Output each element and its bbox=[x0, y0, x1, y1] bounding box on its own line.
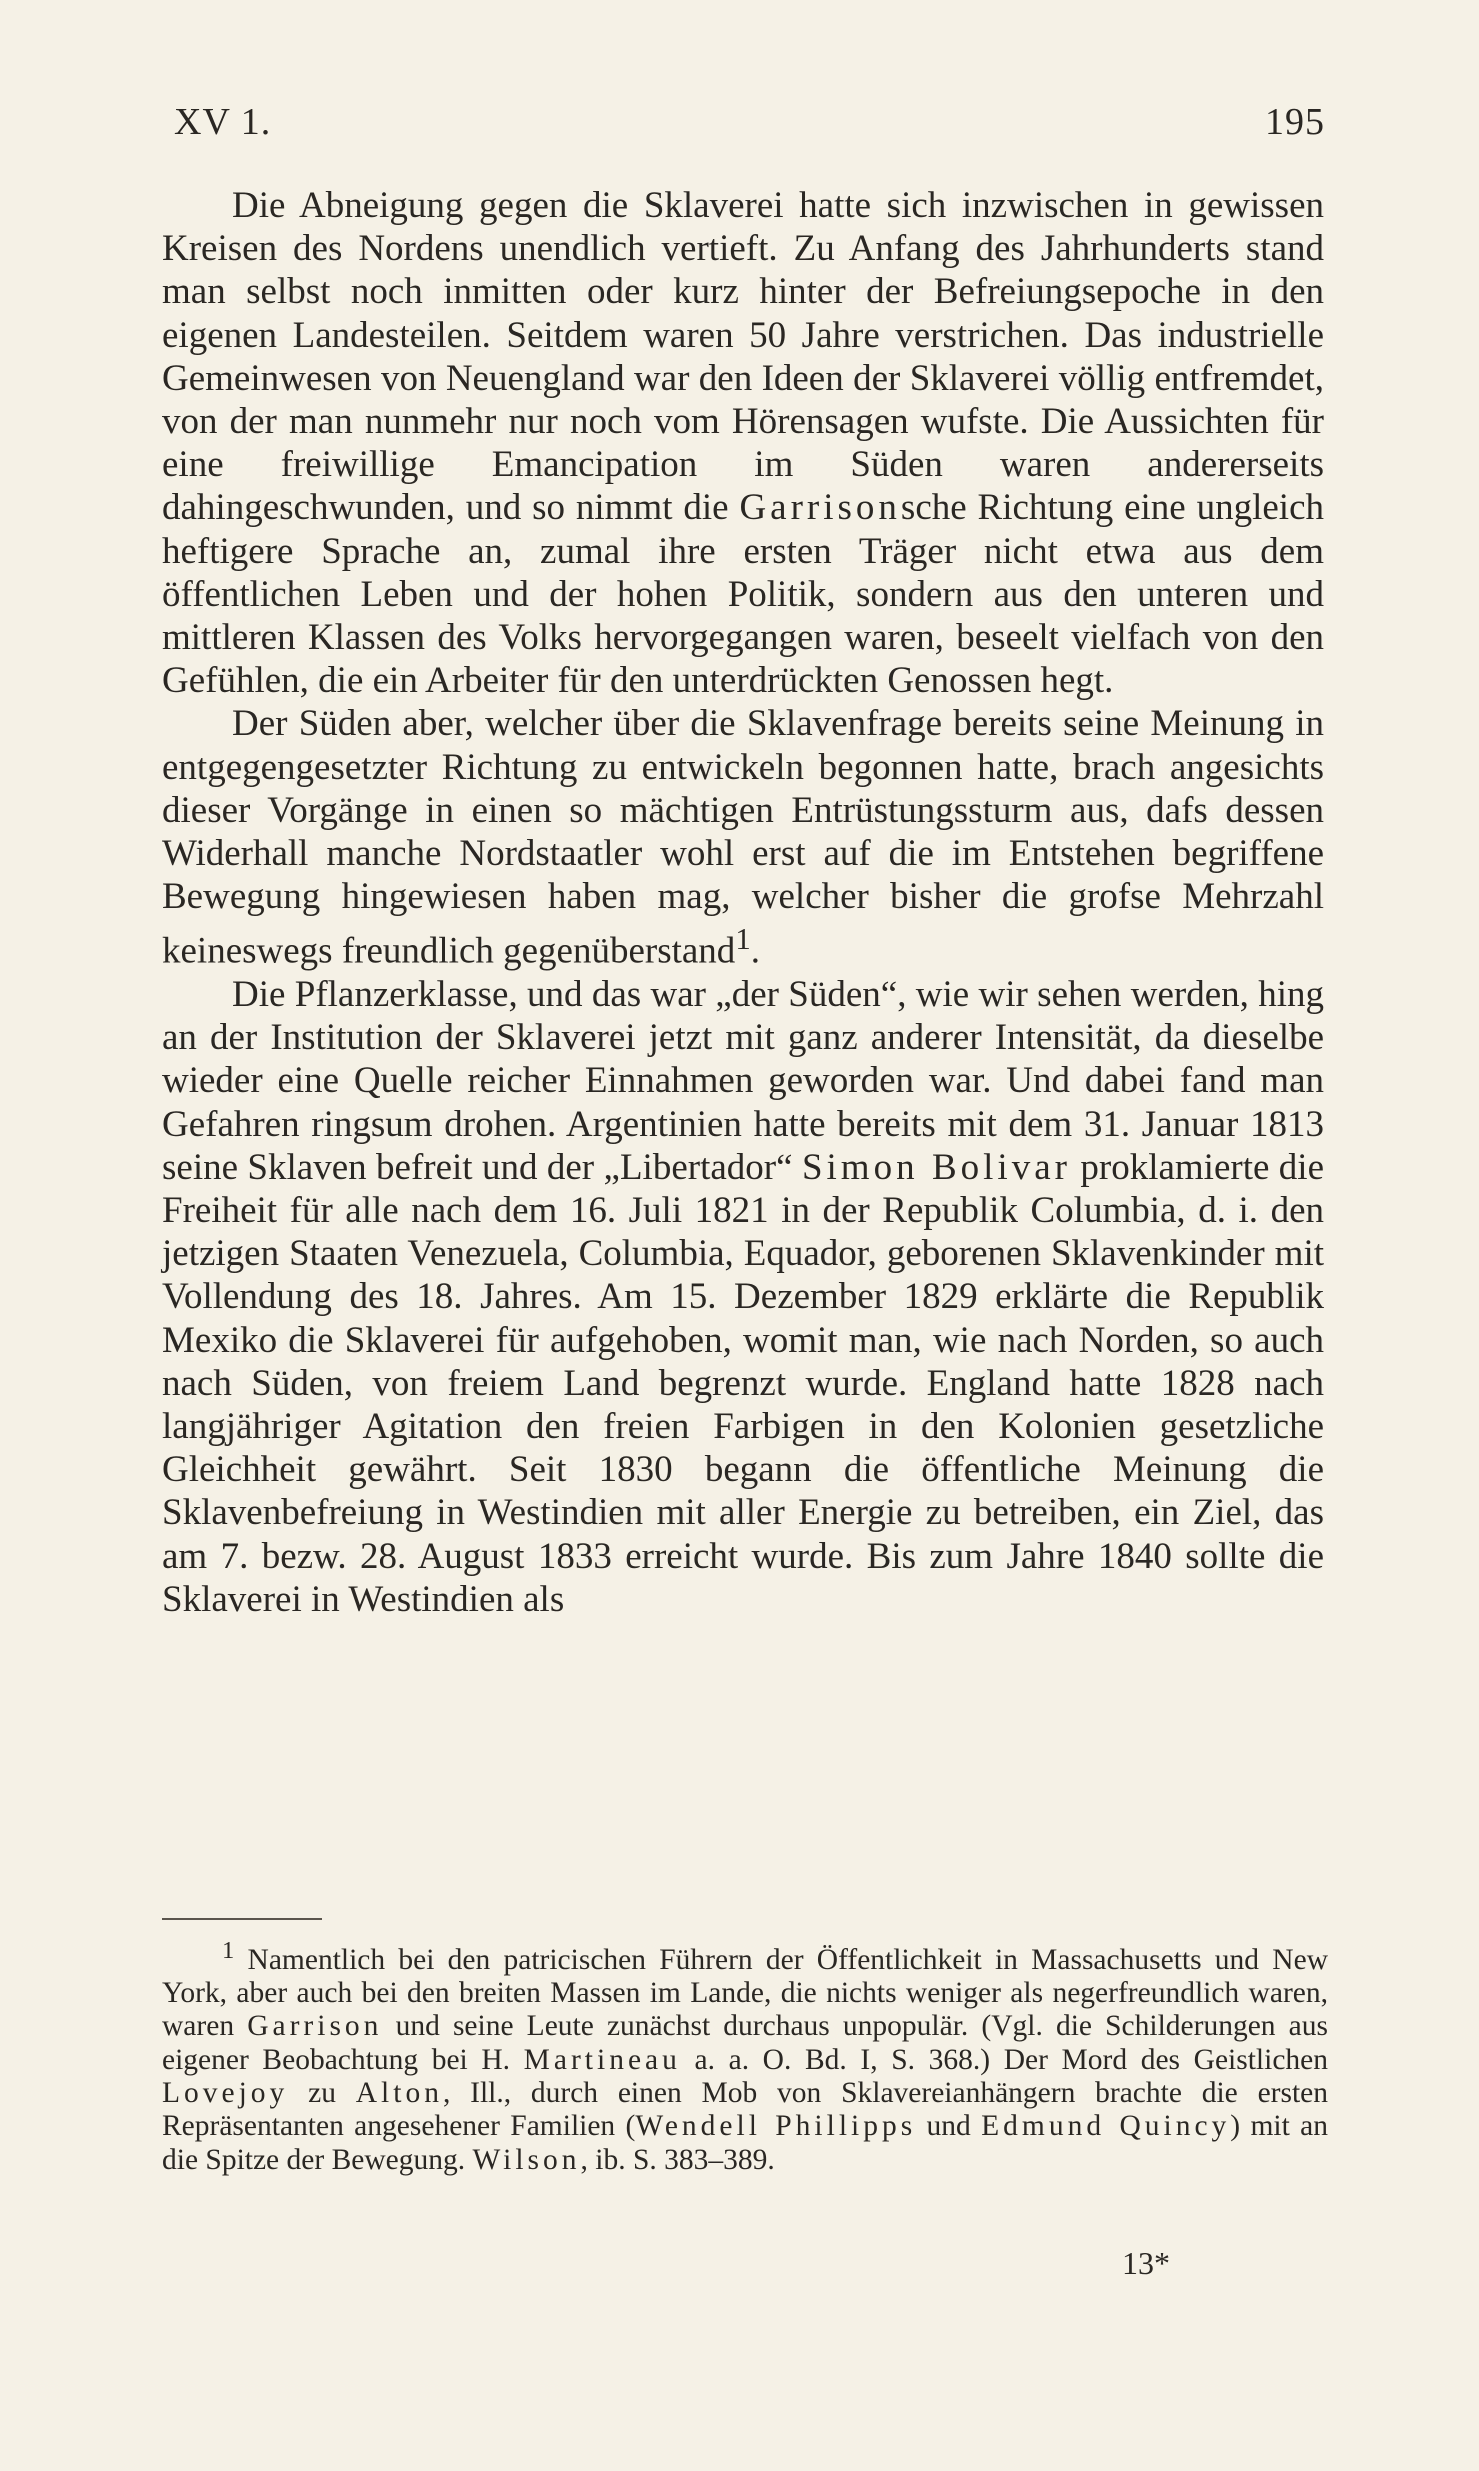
printer-signature: 13* bbox=[1122, 2245, 1170, 2281]
paragraph bbox=[162, 702, 1324, 973]
paragraph bbox=[162, 184, 1324, 702]
text-run: Die Pflanzerklasse, und das war „der Süden“, wie wir sehen werden, hing an der Institution der Sklaverei jetzt mit ganz anderer Intensität, da dieselbe wieder eine Quelle reicher Einnahmen geworden war. Und dabei fand man Gefahren ringsum drohen. Argentinien hatte bereits mit dem 31. Januar 1813 seine Sklaven befreit und der „Libertador“ bbox=[162, 973, 1324, 1188]
text-run: , ib. S. 383–389. bbox=[580, 2143, 775, 2176]
text-run: a. a. O. Bd. I, S. 368.) Der Mord des Geistlichen bbox=[680, 2043, 1329, 2076]
text-run: und bbox=[916, 2110, 982, 2143]
text-run: sche Richtung eine ungleich heftigere Sprache an, zumal ihre ersten Träger nicht etwa aus dem öffentlichen Leben und der hohen Politik, sondern aus den unteren und mittleren Klassen des Volks hervorgegangen waren, beseelt vielfach von den Gefühlen, die ein Arbeiter für den unterdrückten Genossen hegt. bbox=[162, 487, 1324, 702]
text-run: , Ill., durch einen Mob von Sklavereianhängern brachte die ersten Repräsentanten angesehener Familien ( bbox=[162, 2077, 1329, 2143]
text-run: Die Abneigung gegen die Sklaverei hatte sich inzwischen in gewissen Kreisen des Nordens unendlich vertieft. Zu Anfang des Jahrhunderts stand man selbst noch inmitten oder kurz hinter der Befreiungsepoche in den eigenen Landesteilen. Seitdem waren 50 Jahre verstrichen. Das industrielle Gemeinwesen von Neuengland war den Ideen der Sklaverei völlig entfremdet, von der man nunmehr nur noch vom Hörensagen wufste. Die Aussichten für eine freiwillige Emancipation im Süden waren andererseits dahingeschwunden, und so nimmt die bbox=[162, 185, 1324, 529]
running-header bbox=[174, 100, 1325, 144]
spaced-name: Martineau bbox=[523, 2043, 681, 2076]
text-run: ) mit an die Spitze der Bewegung. bbox=[162, 2110, 1328, 2176]
footnote-marker: 1 bbox=[222, 1937, 235, 1964]
footnote-text bbox=[162, 1934, 1328, 2177]
spaced-name: Garrison bbox=[247, 2010, 383, 2043]
text-run: proklamierte die Freiheit für alle nach dem 16. Juli 1821 in der Republik Columbia, d. i. den jetzigen Staaten Venezuela, Columbia, Equador, geborenen Sklavenkinder mit Vollendung des 18. Jahres. Am 15. Dezember 1829 erklärte die Republik Mexiko die Sklaverei für aufgehoben, womit man, wie nach Norden, so auch nach Süden, von freiem Land begrenzt wurde. England hatte 1828 nach langjähriger Agitation den freien Farbigen in den Kolonien gesetzliche Gleichheit gewährt. Seit 1830 begann die öffentliche Meinung die Sklavenbefreiung in Westindien mit aller Energie zu betreiben, ein Ziel, das am 7. bezw. 28. August 1833 erreicht wurde. Bis zum Jahre 1840 sollte die Sklaverei in Westindien als bbox=[162, 1146, 1325, 1620]
spaced-name: Edmund Quincy bbox=[981, 2110, 1231, 2143]
spaced-name: Garrison bbox=[739, 487, 901, 529]
text-run: und seine Leute zunächst durchaus unpopulär. (Vgl. die Schilderungen aus eigener Beobachtung bei H. bbox=[162, 2010, 1328, 2076]
spaced-name: Alton bbox=[355, 2077, 443, 2110]
spaced-name: Wendell Phillipps bbox=[635, 2110, 917, 2143]
main-text bbox=[162, 184, 1324, 1621]
spaced-name: Lovejoy bbox=[162, 2077, 289, 2110]
footnote bbox=[162, 1934, 1328, 2177]
spaced-name: Simon Bolivar bbox=[801, 1146, 1071, 1188]
text-run: zu bbox=[288, 2077, 356, 2110]
footnote-divider bbox=[162, 1918, 322, 1920]
chapter-reference: XV 1. bbox=[174, 101, 272, 143]
text-run: Der Süden aber, welcher über die Sklavenfrage bereits seine Meinung in entgegengesetzter Richtung zu entwickeln begonnen hatte, brach angesichts dieser Vorgänge in einen so mächtigen Entrüstungssturm aus, dafs dessen Widerhall manche Nordstaatler wohl erst auf die im Entstehen begriffene Bewegung hingewiesen haben mag, welcher bisher die grofse Mehrzahl keineswegs freundlich gegenüberstand bbox=[162, 703, 1324, 972]
footnote-marker: 1 bbox=[735, 922, 751, 957]
text-run: . bbox=[750, 930, 760, 972]
paragraph bbox=[162, 973, 1324, 1621]
text-run: Namentlich bei den patricischen Führern der Öffentlichkeit in Massachusetts und New York, aber auch bei den breiten Massen im Lande, die nichts weniger als negerfreundlich waren, waren bbox=[162, 1943, 1328, 2043]
page-number: 195 bbox=[1265, 101, 1325, 143]
spaced-name: Wilson bbox=[472, 2143, 581, 2176]
